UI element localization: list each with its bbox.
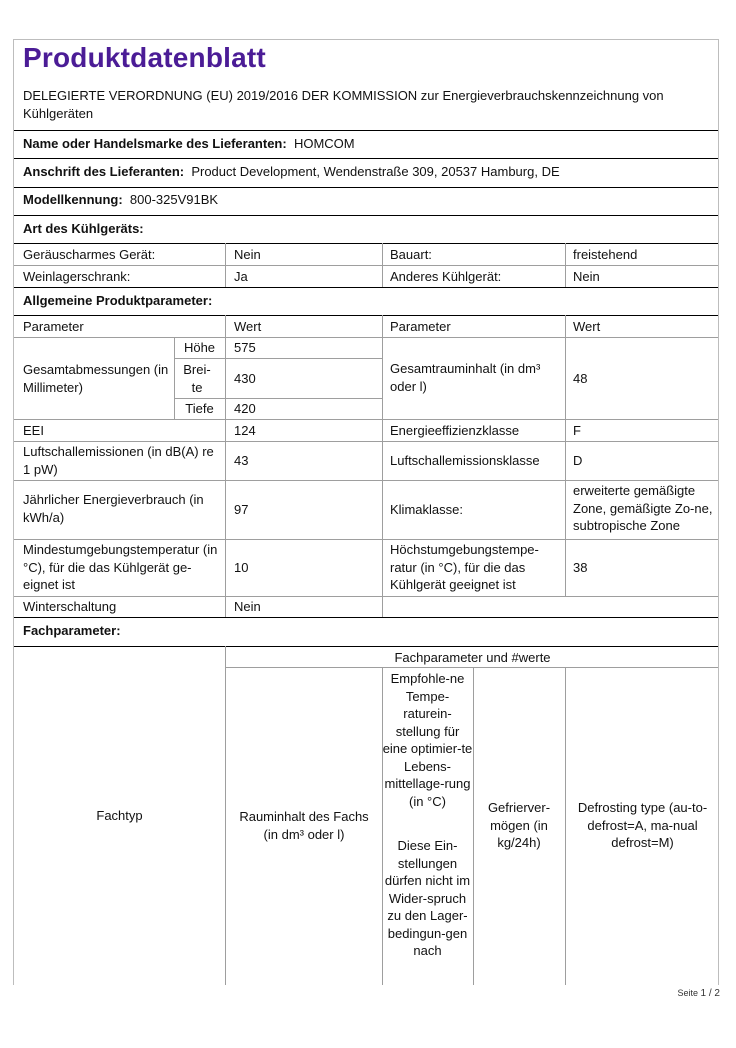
page-number: 1 / 2 [700, 988, 720, 999]
total-volume-label: Gesamtrauminhalt (in dm³ oder l) [390, 361, 541, 394]
page-title: Produktdatenblatt [23, 42, 266, 73]
low-noise-value: Nein [234, 247, 261, 262]
defrost-type-label: Defrosting type (au-to-defrost=A, ma-nual defrost=M) [577, 800, 708, 850]
divider [14, 646, 719, 647]
max-ambient-temp-value: 38 [573, 560, 588, 575]
product-data-sheet [13, 39, 719, 985]
divider [14, 243, 719, 244]
regulation-subtitle: DELEGIERTE VERORDNUNG (EU) 2019/2016 DER KOMMISSION zur Energieverbrauchskennzeichnung von Kühlgeräten [23, 88, 664, 121]
wine-storage-label: Weinlagerschrank: [23, 269, 131, 284]
supplier-name-label: Name oder Handelsmarke des Lieferanten: [23, 136, 287, 151]
column-header-parameter-2: Parameter [390, 319, 451, 334]
recommended-temp-note: Diese Ein-stellungen dürfen nicht im Wider-spruch zu den Lager-bedingun-gen nach [384, 838, 471, 958]
type-section-heading: Art des Kühlgeräts: [23, 221, 144, 236]
divider [14, 617, 719, 618]
supplier-address-value: Product Development, Wendenstraße 309, 20537 Hamburg, DE [191, 164, 560, 179]
other-appliance-value: Nein [573, 269, 600, 284]
height-value: 575 [234, 340, 256, 355]
width-label: Brei-te [183, 362, 211, 395]
model-row [23, 191, 218, 209]
max-ambient-temp-label: Höchstumgebungstempe-ratur (in °C), für die das Kühlgerät geeignet ist [390, 542, 539, 592]
annual-consumption-value: 97 [234, 502, 249, 517]
compartment-section-heading: Fachparameter: [23, 623, 121, 638]
energy-class-value: F [573, 423, 581, 438]
min-ambient-temp-label: Mindestumgebungstemperatur (in °C), für die das Kühlgerät ge-eignet ist [23, 542, 218, 592]
energy-class-label: Energieeffizienzklasse [390, 423, 520, 438]
compartment-volume-label: Rauminhalt des Fachs (in dm³ oder l) [239, 809, 369, 842]
column-header-value-2: Wert [573, 319, 601, 334]
supplier-name-row [23, 135, 355, 153]
divider [14, 158, 719, 159]
wine-storage-value: Ja [234, 269, 248, 284]
recommended-temp-label: Empfohle-ne Tempe-raturein-stellung für eine optimier-te Lebens-mittellage-rung (in °C) [382, 671, 473, 809]
noise-emission-label: Luftschallemissionen (in dB(A) re 1 pW) [23, 444, 214, 477]
supplier-address-label: Anschrift des Lieferanten: [23, 164, 185, 179]
min-ambient-temp-value: 10 [234, 560, 249, 575]
divider [14, 215, 719, 216]
noise-class-value: D [573, 453, 583, 468]
page-footer [678, 988, 721, 999]
supplier-name-value: HOMCOM [293, 136, 355, 151]
divider [14, 315, 719, 316]
compartment-type-label: Fachtyp [96, 808, 143, 823]
annual-consumption-label: Jährlicher Energieverbrauch (in kWh/a) [23, 492, 204, 525]
column-header-parameter: Parameter [23, 319, 84, 334]
noise-class-label: Luftschallemissionsklasse [390, 453, 540, 468]
winter-setting-value: Nein [234, 599, 261, 614]
compartment-params-header: Fachparameter und #werte [394, 650, 551, 665]
model-value: 800-325V91BK [129, 192, 219, 207]
freezing-capacity-label: Gefrierver-mögen (in kg/24h) [487, 800, 551, 850]
general-section-heading: Allgemeine Produktparameter: [23, 293, 213, 308]
depth-value: 420 [234, 401, 256, 416]
other-appliance-label: Anderes Kühlgerät: [390, 269, 502, 284]
noise-emission-value: 43 [234, 453, 249, 468]
climate-class-label: Klimaklasse: [390, 502, 463, 517]
depth-label: Tiefe [185, 401, 214, 416]
eei-label: EEI [23, 423, 44, 438]
winter-setting-label: Winterschaltung [23, 599, 117, 614]
dimensions-label: Gesamtabmessungen (in Millimeter) [23, 362, 169, 395]
divider [14, 187, 719, 188]
low-noise-label: Geräuscharmes Gerät: [23, 247, 156, 262]
divider [14, 130, 719, 131]
supplier-address-row [23, 163, 560, 181]
total-volume-value: 48 [573, 371, 588, 386]
climate-class-value: erweiterte gemäßigte Zone, gemäßigte Zo-ne, subtropische Zone [573, 483, 713, 533]
width-value: 430 [234, 371, 256, 386]
height-label: Höhe [183, 340, 216, 355]
column-header-value: Wert [234, 319, 262, 334]
page-word: Seite [677, 988, 699, 998]
model-label: Modellkennung: [23, 192, 123, 207]
design-value: freistehend [573, 247, 638, 262]
design-label: Bauart: [390, 247, 432, 262]
divider [14, 287, 719, 288]
eei-value: 124 [234, 423, 256, 438]
